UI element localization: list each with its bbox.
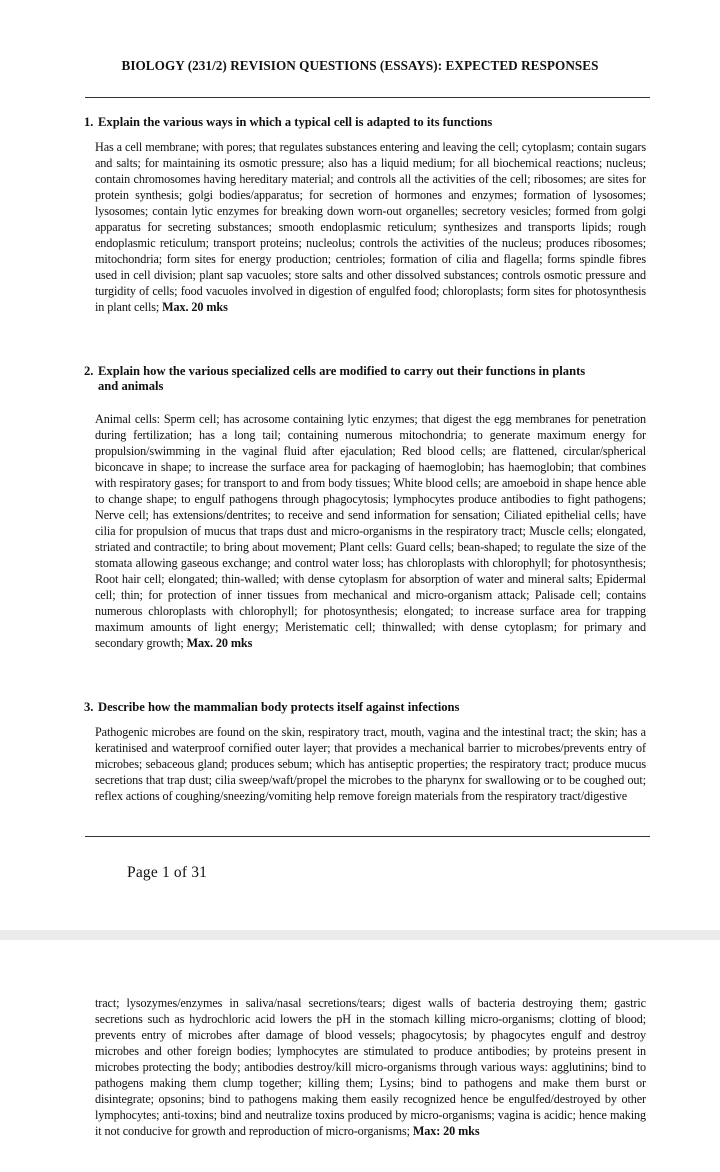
header-rule [85, 97, 650, 98]
question-1-number: 1. [84, 115, 94, 129]
footer-rule [85, 836, 650, 837]
question-1-text: Explain the various ways in which a typical cell is adapted to its functions [98, 115, 493, 129]
question-2-text-line2: and animals [98, 379, 164, 393]
question-2-number: 2. [84, 364, 94, 378]
question-1-answer-text: Has a cell membrane; with pores; that regulates substances entering and leaving the cell; cytoplasm; contain sugars and salts; for maintaining its osmotic pressure; also has a liquid medium; for all biochemical reactions; nucleus; contain chromosomes having hereditary material; and controls all the activities of the cell; ribosomes; are sites for protein synthesis; golgi bodies/apparatus; for secretion of hormones and enzymes; formation of lysosomes; lysosomes; contain lytic enzymes for breaking down worn-out organelles; secretory vesicles; formed from golgi apparatus for secreting substances; smooth endoplasmic reticulum; synthesizes and transports lipids; rough endoplasmic reticulum; transport proteins; nucleolus; controls the activities of the nucleus; produces ribosomes; mitochondria; form sites for energy production; centrioles; formation of cilia and flagella; forms spindle fibres used in cell division; plant sap vacuoles; store salts and other dissolved substances; controls osmotic pressure and turgidity of cells; food vacuoles involved in digestion of engulfed food; chloroplasts; form sites for photosynthesis in plant cells; [95, 140, 646, 314]
page-label: Page [127, 864, 158, 881]
question-3-number: 3. [84, 700, 94, 714]
question-3-answer-part2 [95, 995, 646, 1139]
of-label: of [173, 864, 188, 881]
question-1-heading [84, 115, 652, 130]
question-2-heading [84, 364, 652, 394]
question-1-answer [95, 139, 646, 315]
question-2-marks: Max. 20 mks [186, 636, 253, 650]
page-separator [0, 930, 720, 940]
question-3-text: Describe how the mammalian body protects itself against infections [98, 700, 460, 714]
current-page-number: 1 [161, 864, 170, 881]
question-3-answer-text-page1: Pathogenic microbes are found on the skin, respiratory tract, mouth, vagina and the intestinal tract; the skin; has a keratinised and waterproof cornified outer layer; that provides a mechanical barrier to microbes/prevents entry of microbes; sebaceous gland; produces sebum; which has antiseptic properties; the respiratory tract; produce mucus secretions that trap dust; cilia sweep/waft/propel the microbes to the pharynx for swallowing or to be coughed out; reflex actions of coughing/sneezing/vomiting help remove foreign materials from the respiratory tract/digestive [95, 725, 646, 803]
question-2-text-line1: Explain how the various specialized cells are modified to carry out their functions in plants [98, 364, 586, 378]
question-3-heading [84, 700, 652, 715]
question-3-answer-part1 [95, 724, 646, 804]
total-pages: 31 [191, 864, 208, 881]
page-footer [127, 864, 211, 882]
document-title: BIOLOGY (231/2) REVISION QUESTIONS (ESSAYS): EXPECTED RESPONSES [121, 58, 599, 73]
question-1-marks: Max. 20 mks [162, 300, 228, 314]
question-3-answer-text-page2: tract; lysozymes/enzymes in saliva/nasal secretions/tears; digest walls of bacteria destroying them; gastric secretions such as hydrochloric acid lowers the pH in the stomach killing micro-organisms; clotting of blood; prevents entry of microbes after damage of blood vessels; phagocytosis; by phagocytes engulf and destroy microbes and other foreign bodies; lymphocytes are stimulated to produce antibodies; by proteins present in microbes protecting the body; antibodies destroy/kill micro-organisms through various ways: agglutinins; bind to pathogens making them clump together; killing them; Lysins; bind to pathogens and make them burst or disintegrate; opsonins; bind to pathogens making them easily recognized hence be engulfed/destroyed by other lymphocytes; anti-toxins; bind and neutralize toxins produced by micro-organisms; vagina is acidic; hence making it not conducive for growth and reproduction of micro-organisms; [95, 996, 646, 1138]
question-2-answer [95, 411, 646, 651]
question-2-answer-text: Animal cells: Sperm cell; has acrosome containing lytic enzymes; that digest the egg membranes for penetration during fertilization; has a long tail; containing numerous mitochondria; to generate maximum energy for propulsion/swimming in the vaginal fluid after ejaculation; Red blood cells; are flattened, circular/spherical biconcave in shape; to increase the surface area for packaging of haemoglobin; has haemoglobin; that combines with respiratory gases; for transport to and from body tissues; White blood cells; are amoeboid in shape hence able to change shape; to engulf pathogens through phagocytosis; lymphocytes produce antibodies to fight pathogens; Nerve cell; has extensions/dentrites; to receive and send information for sensation; Ciliated epithelial cells; have cilia for propulsion of mucus that traps dust and micro-organisms in the respiratory tract; Muscle cells; elongated, striated and contractile; to bring about movement; Plant cells: Guard cells; bean-shaped; to regulate the size of the stomata allowing gaseous exchange; and control water loss; has chloroplasts with chlorophyll; for photosynthesis; Root hair cell; elongated; thin-walled; with dense cytoplasm for absorption of water and mineral salts; Epidermal cell; thin; for protection of inner tissues from mechanical and micro-organism attack; Palisade cell; contains numerous chloroplasts with chlorophyll; for photosynthesis; elongated; to increase surface area for trapping maximum amounts of light energy; Meristematic cell; thinwalled; with dense cytoplasm; for primary and secondary growth; [95, 412, 646, 650]
document-page-2 [0, 940, 720, 1172]
question-3-marks: Max: 20 mks [412, 1124, 480, 1138]
